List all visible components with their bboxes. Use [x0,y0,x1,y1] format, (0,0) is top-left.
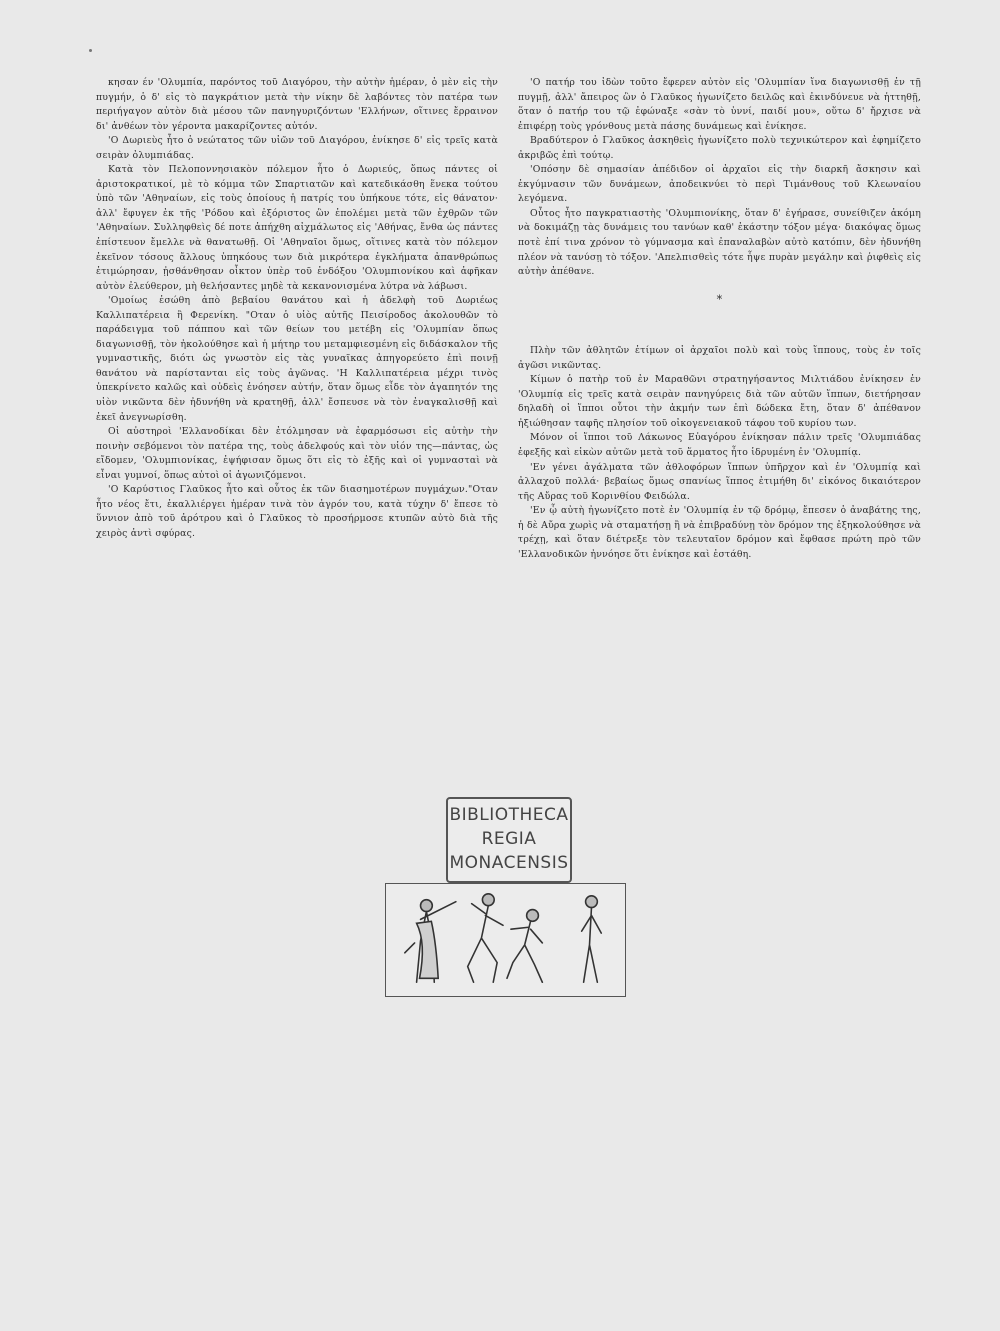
paragraph: 'Ο Καρύστιος Γλαῦκος ἦτο καὶ οὗτος ἐκ τῶν διασημοτέρων πυγμάχων."Οταν ἦτο νέος ἔτι, ἐκαλλιέργει ἡμέραν τινὰ τὸν ἀγρόν του, κατὰ τύχην δ' ἔπεσε τὸ ὕννιον ἀπὸ τοῦ ἀρότρου καὶ ὁ Γλαῦκος τὸ προσήρμοσε κτυπῶν αὐτὸ διὰ τῆς χειρὸς ἀντὶ σφύρας. [96,484,498,539]
right-column [518,76,921,562]
stamp-line-3: MONACENSIS [449,853,569,873]
paragraph: Κίμων ὁ πατὴρ τοῦ ἐν Μαραθῶνι στρατηγήσαντος Μιλτιάδου ἐνίκησεν ἐν 'Ολυμπίᾳ εἰς τρεῖς κατὰ σειρὰν πανηγύρεις διὰ τῶν αὐτῶν ἵππων, διετήρησαν δηλαδὴ οἱ ἵπποι οὗτοι τὴν ἀκμήν των ἐπὶ δώδεκα ἔτη, ὅταν δ' ἀπέθανον ἠξιώθησαν ταφῆς πλησίον τοῦ οἰκογενειακοῦ τάφου τοῦ κυρίου των. [518,374,921,429]
paragraph: κησαν έν 'Ολυμπία, παρόντος τοῦ Διαγόρου, τὴν αὐτὴν ἡμέραν, ὁ μὲν εἰς τὴν πυγμήν, ὁ δ' εἰς τὸ παγκράτιον μετὰ τὴν νίκην δὲ λαβόντες τὸν πατέρα των περιήγαγον αὐτὸν διὰ μέσου τῶν πανηγυριζόντων 'Ελλήνων, οἵτινες ἔρραινον δι' ἀνθέων τὸν γέροντα μακαρίζοντες αὐτόν. [96,77,498,132]
paragraph: 'Ο πατήρ του ἰδὼν τοῦτο ἔφερεν αὐτὸν εἰς 'Ολυμπίαν ἵνα διαγωνισθῇ ἐν τῇ πυγμῇ, ἀλλ' ἄπειρος ὢν ὁ Γλαῦκος ἠγωνίζετο δειλῶς καὶ ἐκινδύνευε νὰ ἡττηθῇ, ὅταν ὁ πατήρ του τῷ ἐφώναξε «σὰν τὸ ὑννί, παιδί μου», οὕτω δ' ἤρχισε νὰ ἐπιφέρῃ τοὺς γρόνθους μετὰ πάσης δυνάμεως καὶ ἐνίκησε. [518,77,921,132]
paragraph: Μόνον οἱ ἵπποι τοῦ Λάκωνος Εὐαγόρου ἐνίκησαν πάλιν τρεῖς 'Ολυμπιάδας ἐφεξῆς καὶ εἰκὼν αὐτῶν μετὰ τοῦ ἅρματος ἦτο ἱδρυμένη ἐν 'Ολυμπίᾳ. [518,432,921,459]
stamp-line-2: REGIA [481,829,537,849]
paragraph: Οἱ αὐστηροὶ 'Ελλανοδίκαι δὲν ἐτόλμησαν νὰ ἐφαρμόσωσι εἰς αὐτὴν τὴν ποινὴν σεβόμενοι τὸν πατέρα της, τοὺς ἀδελφούς καὶ τὸν υἱόν της—πάντας, ὡς εἴδομεν, 'Ολυμπιονίκας, ἐψήφισαν ὅμως ὅτι εἰς τὸ ἑξῆς καὶ οἱ γυμνασταὶ νὰ εἶναι γυμνοί, ὅπως αὐτοὶ οἱ ἀγωνιζόμενοι. [96,426,498,481]
paragraph: Κατὰ τὸν Πελοποννησιακὸν πόλεμον ἦτο ὁ Δωριεύς, ὅπως πάντες οἱ ἀριστοκρατικοί, μὲ τὸ κόμμα τῶν Σπαρτιατῶν καὶ κατεδικάσθη ἕνεκα τούτου ὑπὸ τῶν 'Αθηναίων, εἰς τοὺς ὁποίους ἡ πατρίς του ὑπήκουε τότε, εἰς θάνατον· ἀλλ' ἔφυγεν ἐκ τῆς 'Ρόδου καὶ ἐξόριστος ὢν ἐπολέμει μετὰ τῶν ἐχθρῶν τῶν 'Αθηναίων. Συλληφθεὶς δέ ποτε ἀπήχθη αἰχμάλωτος εἰς 'Αθήνας, ἔνθα ὡς πάντες ἐπίστευον ἔμελλε νὰ θανατωθῇ. Οἱ 'Αθηναῖοι ὅμως, οἵτινες κατὰ τὸν πόλεμον ἐκεῖνον τόσους ἄλλους ὑπηκόους των διὰ μικρότερα ἐγκλήματα ἀπανθρώπως ἐτιμώρησαν, ᾐσθάνθησαν οἶκτον ὑπὲρ τοῦ ἐνδόξου 'Ολυμπιονίκου καὶ ἀφῆκαν αὐτὸν ἐλεύθερον, μὴ θελήσαντες μηδὲ τὰ κεκανονισμένα λύτρα νὰ λάβωσι. [96,164,498,292]
paragraph: Οὗτος ἦτο παγκρατιαστὴς 'Ολυμπιονίκης, ὅταν δ' ἐγήρασε, συνείθιζεν ἀκόμη νὰ δοκιμάζῃ τὰς δυνάμεις του τανύων καθ' ἑκάστην τόξον μέγα· διακόψας ὅμως ποτὲ ἐπί τινα χρόνον τὸ γύμνασμα καὶ ἐπαναλαβὼν αὐτὸ κατόπιν, δὲν ἠδυνήθη πλέον νὰ τανύσῃ τὸ τόξον. 'Απελπισθεὶς τότε ἧψε πυρὰν μεγάλην καὶ ῥιφθεὶς εἰς αὐτὴν ἀπέθανε. [518,207,921,278]
paragraph: 'Ο Δωριεὺς ἦτο ὁ νεώτατος τῶν υἱῶν τοῦ Διαγόρου, ἐνίκησε δ' εἰς τρεῖς κατὰ σειρὰν ὀλυμπιάδας. [96,135,498,161]
library-stamp [446,797,572,883]
right-column-bottom [518,344,921,562]
stamp-line-1: BIBLIOTHECA [449,805,569,825]
paragraph: 'Οπόσην δὲ σημασίαν ἀπέδιδον οἱ ἀρχαῖοι εἰς τὴν διαρκῆ ἄσκησιν καὶ ἐκγύμνασιν τῶν δυνάμεων, ἀποδεικνύει τὸ περὶ Τιμάνθους τοῦ Κλεωναίου λεγόμενα. [518,164,921,205]
athletes-vase-painting-icon [385,883,626,997]
right-column-top [518,76,921,280]
paragraph: Βραδύτερον ὁ Γλαῦκος ἀσκηθεὶς ἠγωνίζετο πολὺ τεχνικώτερον καὶ ἐφημίζετο ἀκριβῶς ἐπὶ τούτῳ. [518,135,921,161]
left-column [96,76,498,542]
paragraph: 'Εν γένει ἀγάλματα τῶν ἀθλοφόρων ἵππων ὑπῆρχον καὶ ἐν 'Ολυμπίᾳ καὶ ἀλλαχοῦ πολλά· βεβαίως ὅμως σπανίως ἵππος ἐτιμήθη δι' εἰκόνος δικαιότερον τῆς Αὔρας τοῦ Κορινθίου Φειδώλα. [518,461,921,502]
paragraph: 'Ομοίως ἐσώθη ἀπὸ βεβαίου θανάτου καὶ ἡ ἀδελφὴ τοῦ Δωριέως Καλλιπατέρεια ἢ Φερενίκη. "Οταν ὁ υἱὸς αὐτῆς Πεισίροδος ἀκολουθῶν τὸ παράδειγμα τοῦ πάππου καὶ τῶν θείων του μετέβη εἰς 'Ολυμπίαν ὅπως διαγωνισθῇ, τὸν ἠκολούθησε καὶ ἡ μήτηρ του μεταμφιεσμένη εἰς διδάσκαλον τῆς γυμναστικῆς, διότι ὡς γνωστὸν εἰς τὰς γυναῖκας ἀπηγορεύετο ἐπὶ ποινῇ θανάτου νὰ παρίστανται εἰς τοὺς ἀγῶνας. 'Η Καλλιπατέρεια μέχρι τινὸς ὑπεκρίνετο καλῶς καὶ οὐδεὶς ἐνόησεν αὐτήν, ὅταν ὅμως εἶδε τὸν ἀγαπητόν της υἱὸν νικῶντα δὲν ἠδυνήθη νὰ κρατηθῇ, ἀλλ' ἔσπευσε νὰ τὸν ἐναγκαλισθῇ καὶ ἐκεῖ ἀνεγνωρίσθη. [96,295,498,423]
ink-dot [89,49,92,52]
section-separator: * [716,292,723,306]
paragraph: Πλὴν τῶν ἀθλητῶν ἐτίμων οἱ ἀρχαῖοι πολὺ καὶ τοὺς ἵππους, τοὺς ἐν τοῖς ἀγῶσι νικῶντας. [518,345,921,371]
paragraph: 'Εν ᾧ αὐτὴ ἠγωνίζετο ποτὲ ἐν 'Ολυμπίᾳ ἐν τῷ δρόμῳ, ἔπεσεν ὁ ἀναβάτης της, ἡ δὲ Αὔρα χωρὶς νὰ σταματήσῃ ἢ νὰ ἐπιβραδύνῃ τὸν δρόμον της ἐξηκολούθησε νὰ τρέχῃ, καὶ ὅταν διέτρεξε τὸν τελευταῖον δρόμον καὶ ἔφθασε πρώτη πρὸ τῶν 'Ελλανοδικῶν ἠννόησε ὅτι ἐνίκησε καὶ ἐστάθη. [518,505,921,560]
